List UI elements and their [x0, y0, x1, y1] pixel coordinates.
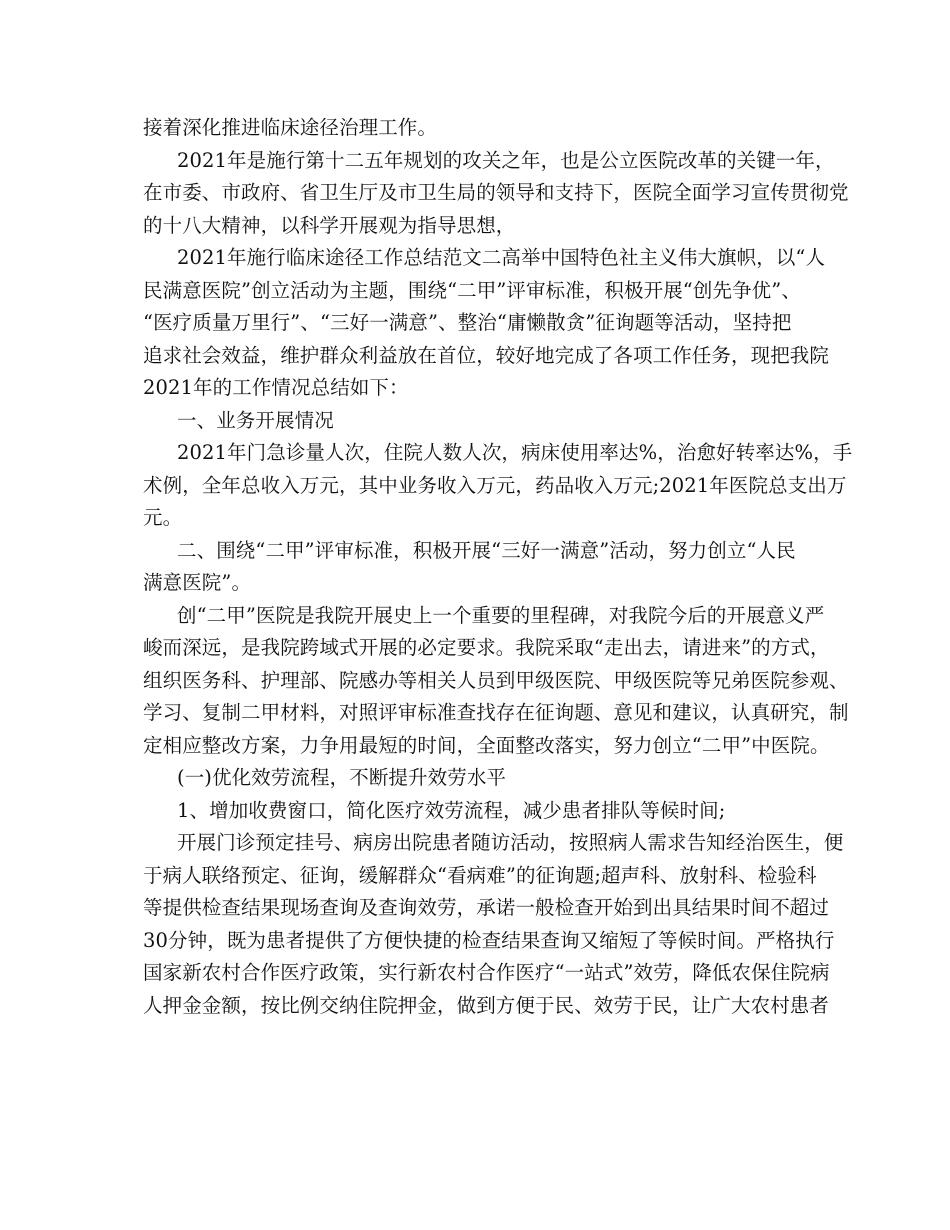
text-line: 2021年施行临床途径工作总结范文二高举中国特色社主义伟大旗帜，以“人	[177, 246, 826, 269]
text-line: 于病人联络预定、征询，缓解群众“看病难”的征询题;超声科、放射科、检验科	[143, 863, 817, 887]
text-line: 30分钟，既为患者提供了方便快捷的检查结果查询又缩短了等候时间。严格执行	[143, 928, 835, 952]
text-line: 追求社会效益，维护群众利益放在首位，较好地完成了各项工作任务，现把我院	[143, 343, 830, 367]
text-line: 组织医务科、护理部、院感办等相关人员到甲级医院、甲级医院等兄弟医院参观、	[143, 668, 849, 692]
section-heading: 一、业务开展情况	[177, 408, 334, 432]
text-line: 学习、复制二甲材料，对照评审标准查找存在征询题、意见和建议，认真研究，制	[143, 701, 849, 724]
text-line: 国家新农村合作医疗政策，实行新农村合作医疗“一站式”效劳，降低农保住院病	[143, 961, 830, 984]
text-line: 2021年门急诊量人次，住院人数人次，病床使用率达%，治愈好转率达%，手	[177, 441, 853, 464]
subsection-heading: (一)优化效劳流程，不断提升效劳水平	[177, 766, 507, 789]
text-line: 接着深化推进临床途径治理工作。	[143, 116, 438, 139]
section-heading: 满意医院”。	[143, 571, 252, 594]
list-item: 1、增加收费窗口，简化医疗效劳流程，减少患者排队等候时间;	[177, 798, 726, 822]
text-line: 开展门诊预定挂号、病房出院患者随访活动，按照病人需求告知经治医生，便	[177, 831, 844, 854]
text-line: 民满意医院”创立活动为主题，围绕“二甲”评审标准，积极开展“创先争优”、	[143, 278, 801, 302]
text-line: 人押金金额，按比例交纳住院押金，做到方便于民、效劳于民，让广大农村患者	[143, 993, 830, 1017]
text-line: 创“二甲”医院是我院开展史上一个重要的里程碑，对我院今后的开展意义严	[177, 603, 825, 627]
text-line: “医疗质量万里行”、“三好一满意”、整治“庸懒散贪”征询题等活动，坚持把	[143, 311, 792, 334]
text-line: 元。	[143, 506, 183, 529]
text-line: 术例，全年总收入万元，其中业务收入万元，药品收入万元;2021年医院总支出万	[143, 473, 847, 497]
text-line: 在市委、市政府、省卫生厅及市卫生局的领导和支持下，医院全面学习宣传贯彻党	[143, 181, 849, 204]
text-line: 的十八大精神，以科学开展观为指导思想，	[143, 213, 516, 237]
text-line: 定相应整改方案，力争用最短的时间，全面整改落实，努力创立“二甲”中医院。	[143, 733, 830, 757]
text-line: 2021年的工作情况总结如下：	[143, 376, 409, 399]
body-text	[143, 112, 853, 1022]
text-line: 2021年是施行第十二五年规划的攻关之年，也是公立医院改革的关键一年，	[177, 148, 835, 172]
text-line: 等提供检查结果现场查询及查询效劳，承诺一般检查开始到出具结果时间不超过	[143, 896, 830, 919]
section-heading: 二、围绕“二甲”评审标准，积极开展“三好一满意”活动，努力创立“人民	[177, 538, 796, 562]
text-line: 峻而深远，是我院跨域式开展的必定要求。我院采取“走出去，请进来”的方式，	[143, 636, 830, 659]
